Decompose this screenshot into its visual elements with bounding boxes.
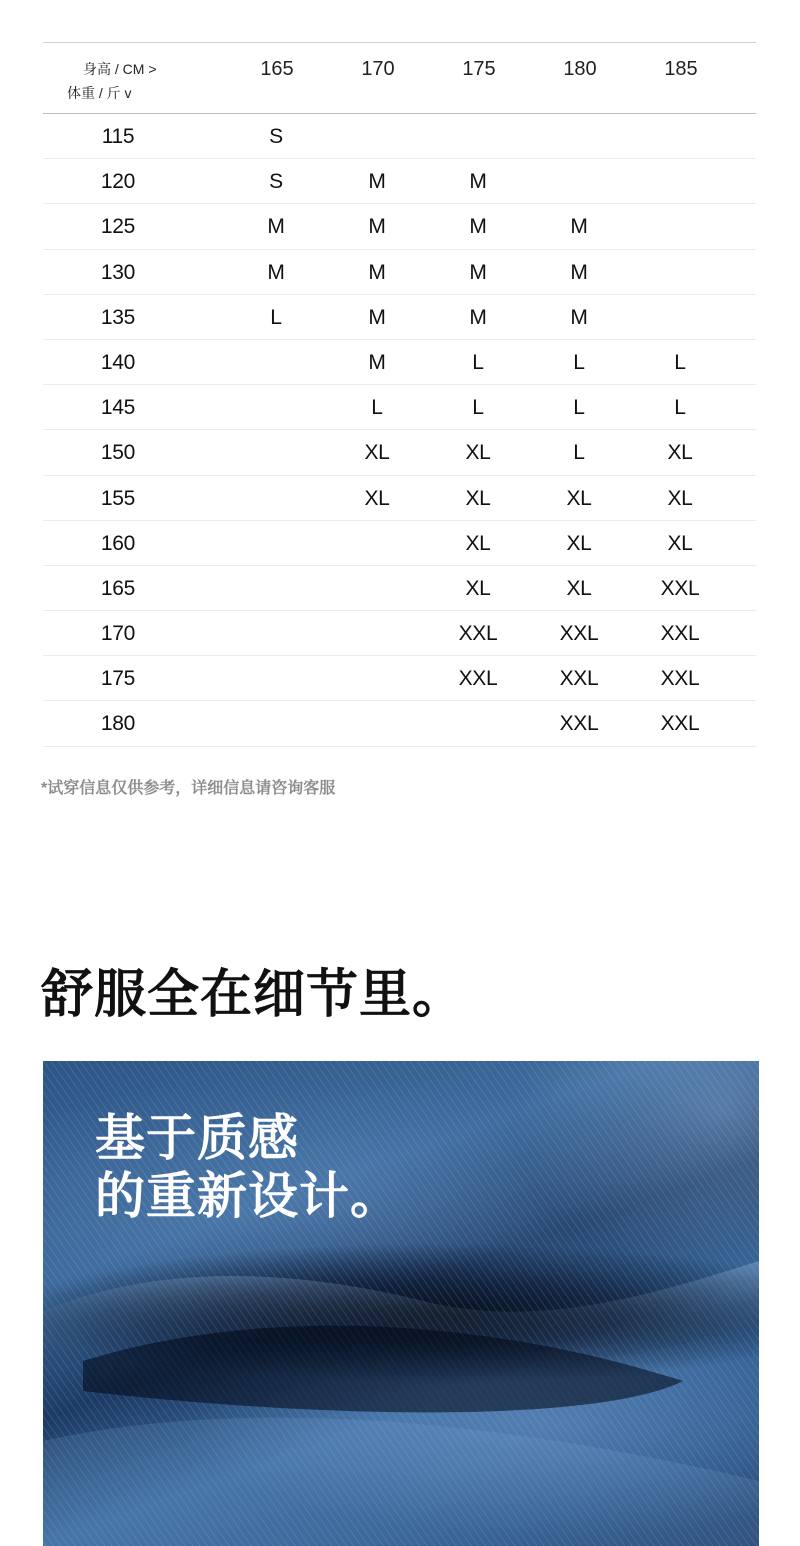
section-headline: 舒服全在细节里。 <box>41 966 466 1024</box>
size-cell: XXL <box>458 622 498 646</box>
size-cell: M <box>368 260 386 284</box>
size-cell: XL <box>465 531 491 555</box>
size-chart-body <box>43 114 756 747</box>
axis-corner-label <box>43 43 193 113</box>
height-header: 175 <box>462 58 496 80</box>
height-header: 185 <box>664 58 698 80</box>
weight-cell: 125 <box>100 215 136 239</box>
size-cell: S <box>269 170 283 194</box>
table-row <box>43 611 756 656</box>
size-cell: XL <box>566 576 592 600</box>
size-cell: M <box>570 260 588 284</box>
table-row <box>43 114 756 159</box>
table-row <box>43 250 756 295</box>
size-cell: M <box>469 215 487 239</box>
height-header: 180 <box>563 58 597 80</box>
size-cell: XL <box>364 441 390 465</box>
size-chart-table <box>43 42 756 747</box>
size-cell: XL <box>667 441 693 465</box>
size-cell: XL <box>465 486 491 510</box>
table-row <box>43 204 756 249</box>
size-cell: M <box>368 170 386 194</box>
size-cell: M <box>368 215 386 239</box>
weight-cell: 180 <box>100 712 136 736</box>
size-cell: M <box>570 215 588 239</box>
height-axis-label: 身高 / CM > <box>83 61 157 77</box>
size-cell: L <box>371 396 383 420</box>
weight-cell: 115 <box>101 125 135 148</box>
height-header: 170 <box>361 58 395 80</box>
weight-cell: 140 <box>100 350 136 374</box>
size-cell: L <box>573 396 585 420</box>
size-cell: L <box>674 350 686 374</box>
fabric-tagline-line2: 的重新设计。 <box>95 1168 401 1224</box>
size-cell: XL <box>667 531 693 555</box>
size-cell: L <box>472 350 484 374</box>
size-cell: XXL <box>559 622 599 646</box>
table-row <box>43 566 756 611</box>
size-cell: XXL <box>660 622 700 646</box>
weight-cell: 130 <box>100 260 136 284</box>
size-cell: XXL <box>660 576 700 600</box>
table-row <box>43 340 756 385</box>
table-row <box>43 656 756 701</box>
height-header: 165 <box>260 58 294 80</box>
size-cell: XL <box>465 441 491 465</box>
weight-cell: 160 <box>100 531 136 555</box>
table-row <box>43 521 756 566</box>
size-cell: XXL <box>660 667 700 691</box>
size-cell: M <box>469 260 487 284</box>
fit-disclaimer-note: *试穿信息仅供参考，详细信息请咨询客服 <box>41 780 336 797</box>
weight-cell: 145 <box>100 396 136 420</box>
weight-cell: 135 <box>100 305 136 329</box>
denim-fabric-photo <box>43 1061 759 1546</box>
size-cell: L <box>674 396 686 420</box>
weight-cell: 150 <box>100 441 136 465</box>
weight-axis-label: 体重 / 斤 v <box>67 85 132 101</box>
table-row <box>43 476 756 521</box>
size-cell: XL <box>667 486 693 510</box>
size-chart-header <box>43 42 756 114</box>
size-cell: XL <box>566 486 592 510</box>
size-cell: L <box>573 350 585 374</box>
weight-cell: 155 <box>100 486 136 510</box>
size-cell: XL <box>465 576 491 600</box>
weight-cell: 120 <box>100 170 136 194</box>
size-cell: M <box>267 215 285 239</box>
fabric-tagline <box>95 1109 401 1225</box>
size-cell: L <box>472 396 484 420</box>
size-cell: XL <box>364 486 390 510</box>
table-row <box>43 430 756 475</box>
size-cell: XXL <box>559 712 599 736</box>
table-row <box>43 295 756 340</box>
size-cell: XXL <box>660 712 700 736</box>
size-cell: L <box>270 305 282 329</box>
size-cell: M <box>469 170 487 194</box>
size-cell: XXL <box>559 667 599 691</box>
fabric-tagline-line1: 基于质感 <box>95 1110 299 1166</box>
size-cell: M <box>570 305 588 329</box>
weight-cell: 175 <box>100 667 136 691</box>
weight-cell: 170 <box>100 622 136 646</box>
table-row <box>43 701 756 746</box>
size-cell: M <box>267 260 285 284</box>
size-cell: S <box>269 125 283 148</box>
weight-cell: 165 <box>100 576 136 600</box>
table-row <box>43 159 756 204</box>
size-cell: M <box>469 305 487 329</box>
size-cell: XXL <box>458 667 498 691</box>
size-cell: M <box>368 305 386 329</box>
table-row <box>43 385 756 430</box>
size-cell: L <box>573 441 585 465</box>
size-cell: M <box>368 350 386 374</box>
size-cell: XL <box>566 531 592 555</box>
